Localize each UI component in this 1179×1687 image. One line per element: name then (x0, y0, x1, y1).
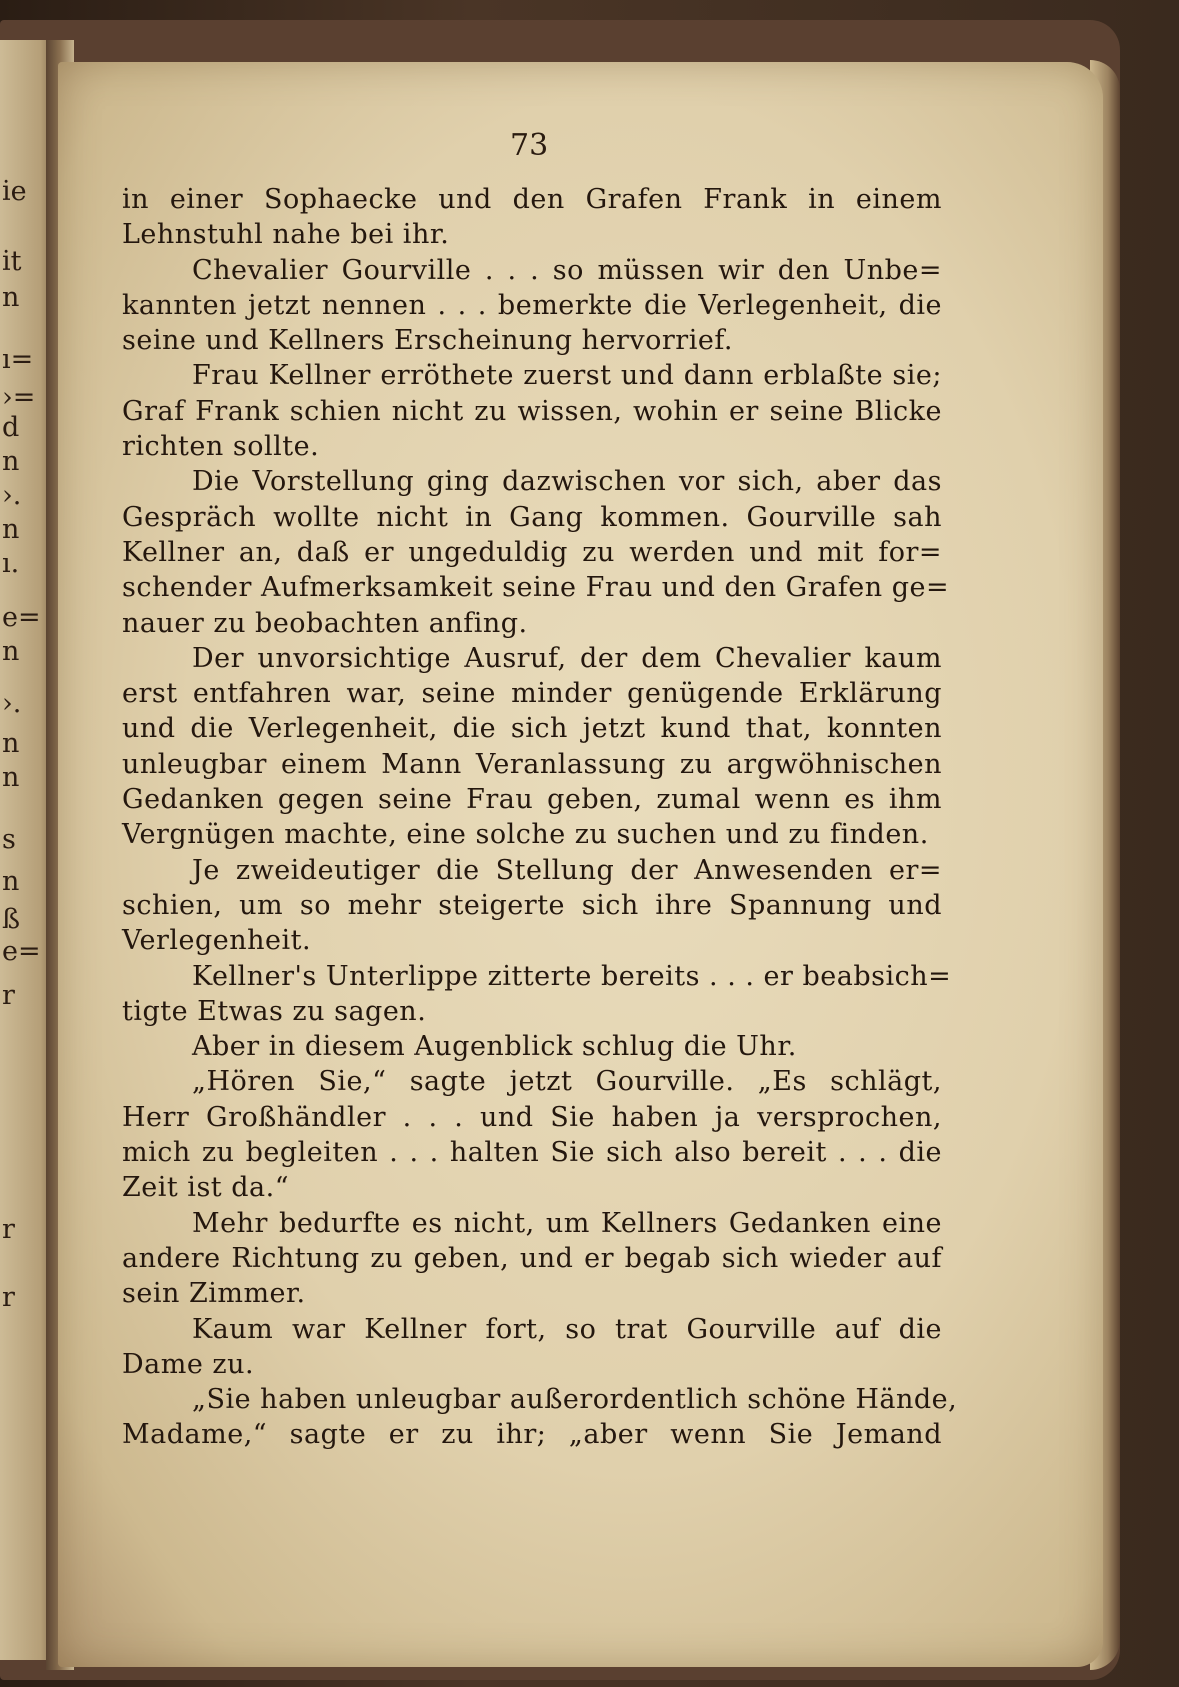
text-line: „Hören Sie,“ sagte jetzt Gourville. „Es schlägt, (192, 1066, 942, 1098)
left-page-fragment: n (2, 282, 20, 313)
left-page-fragment: r (2, 980, 15, 1011)
text-line: unleugbar einem Mann Veranlassung zu argwöhnischen (122, 748, 942, 780)
text-line: seine und Kellners Erscheinung hervorrief. (122, 325, 733, 357)
text-line: tigte Etwas zu sagen. (122, 995, 427, 1027)
left-page-fragment: n (2, 636, 20, 667)
left-page-fragment: ›. (2, 688, 22, 719)
left-page-fragment: e= (2, 602, 41, 633)
left-page-fragment: n (2, 762, 20, 793)
text-line: sein Zimmer. (122, 1278, 306, 1310)
text-line: Aber in diesem Augenblick schlug die Uhr. (192, 1031, 797, 1063)
text-line: Chevalier Gourville . . . so müssen wir den Unbe= (192, 254, 942, 286)
text-line: nauer zu beobachten anfing. (122, 607, 528, 639)
left-page-fragment: e= (2, 936, 41, 967)
text-line: Lehnstuhl nahe bei ihr. (122, 219, 450, 251)
text-line: richten sollte. (122, 431, 320, 463)
left-page-fragment: n (2, 866, 20, 897)
text-line: schien, um so mehr steigerte sich ihre Spannung und (122, 889, 942, 921)
left-page-fragment: n (2, 446, 20, 477)
left-page-fragment: ›= (2, 382, 36, 413)
left-page-fragment: ›. (2, 480, 22, 511)
text-line: Dame zu. (122, 1348, 255, 1380)
text-line: Madame,“ sagte er zu ihr; „aber wenn Sie Jemand (122, 1419, 942, 1451)
text-line: Gespräch wollte nicht in Gang kommen. Gourville sah (122, 501, 942, 533)
left-page-fragment: it (2, 246, 22, 277)
text-line: Kellner's Unterlippe zitterte bereits . . . er beabsich= (192, 960, 952, 992)
text-line: schender Aufmerksamkeit seine Frau und den Grafen ge= (122, 572, 950, 604)
left-page-fragment: r (2, 1214, 15, 1245)
text-line: Vergnügen machte, eine solche zu suchen und zu finden. (122, 819, 929, 851)
text-line: Kaum war Kellner fort, so trat Gourville auf die (192, 1313, 942, 1345)
text-line: Kellner an, daß er ungeduldig zu werden und mit for= (122, 536, 942, 568)
page-text (122, 182, 958, 1453)
left-page-fragment: ı= (2, 344, 34, 375)
left-page-fragment: n (2, 728, 20, 759)
text-line: Verlegenheit. (122, 925, 312, 957)
left-page-fragment: r (2, 1282, 15, 1313)
text-line: Der unvorsichtige Ausruf, der dem Chevalier kaum (192, 642, 942, 674)
left-page-fragment: s (2, 824, 16, 855)
left-page-fragment: n (2, 514, 20, 545)
text-line: kannten jetzt nennen . . . bemerkte die Verlegenheit, die (122, 289, 942, 321)
left-page-fragment: ı. (2, 548, 20, 579)
text-line: Herr Großhändler . . . und Sie haben ja versprochen, (122, 1101, 942, 1133)
text-line: mich zu begleiten . . . halten Sie sich also bereit . . . die (122, 1137, 942, 1169)
text-line: Zeit ist da.“ (122, 1172, 289, 1204)
left-page-fragment: d (2, 412, 20, 443)
page-number: 73 (510, 128, 549, 163)
text-line: Gedanken gegen seine Frau geben, zumal wenn es ihm (122, 784, 942, 816)
text-line: in einer Sophaecke und den Grafen Frank in einem (122, 184, 942, 215)
text-line: Je zweideutiger die Stellung der Anwesenden er= (192, 854, 942, 886)
text-line: andere Richtung zu geben, und er begab sich wieder auf (122, 1242, 942, 1274)
text-line: Die Vorstellung ging dazwischen vor sich, aber das (192, 466, 942, 498)
text-line: Frau Kellner erröthete zuerst und dann erblaßte sie; (192, 360, 942, 392)
text-line: „Sie haben unleugbar außerordentlich schöne Hände, (192, 1384, 958, 1416)
left-page-fragment: ß (2, 904, 21, 935)
text-line: Mehr bedurfte es nicht, um Kellners Gedanken eine (192, 1207, 942, 1239)
text-line: Graf Frank schien nicht zu wissen, wohin er seine Blicke (122, 395, 942, 427)
text-line: und die Verlegenheit, die sich jetzt kund that, konnten (122, 713, 942, 745)
text-line: erst entfahren war, seine minder genügende Erklärung (122, 678, 942, 710)
left-page-fragment: ie (2, 176, 27, 207)
